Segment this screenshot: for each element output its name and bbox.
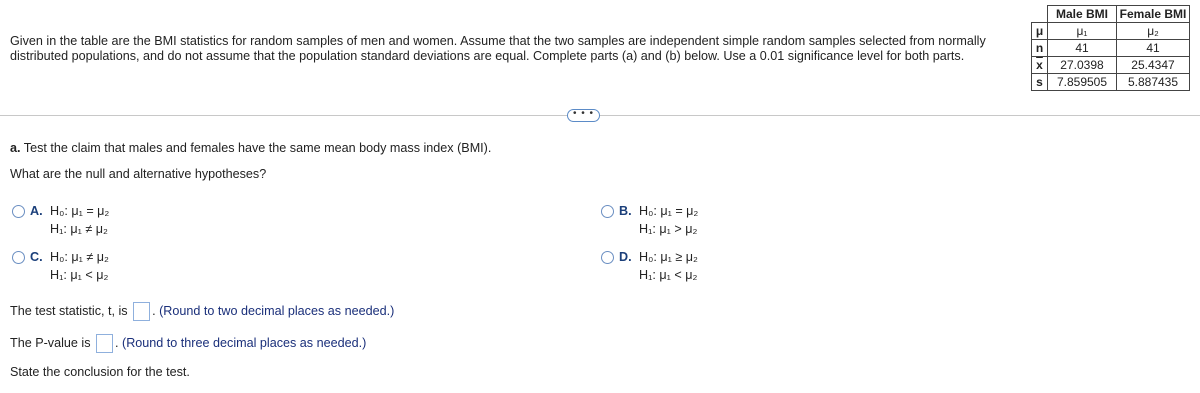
option-letter: D. xyxy=(619,250,632,264)
table-header-cell: Female BMI xyxy=(1117,6,1190,23)
alt-hypothesis: H₁: μ₁ ≠ μ₂ xyxy=(50,222,108,236)
test-statistic-label: The test statistic, t, is xyxy=(10,303,128,318)
bmi-stats-table xyxy=(1031,5,1190,91)
male-cell: 41 xyxy=(1048,40,1117,57)
radio-button[interactable] xyxy=(12,251,25,264)
row-symbol: s xyxy=(1032,74,1048,91)
null-hypothesis: H₀: μ₁ = μ₂ xyxy=(639,204,699,218)
female-cell: 41 xyxy=(1117,40,1190,57)
p-value-line: The P-value is . (Round to three decimal places as needed.) xyxy=(10,334,366,353)
expand-more-button[interactable]: • • • xyxy=(567,109,600,122)
test-statistic-hint: (Round to two decimal places as needed.) xyxy=(159,303,395,318)
row-symbol: μ xyxy=(1032,23,1048,40)
part-a-prompt xyxy=(10,141,491,155)
radio-button[interactable] xyxy=(601,251,614,264)
conclusion-prompt: State the conclusion for the test. xyxy=(10,365,190,379)
p-value-input[interactable] xyxy=(96,334,113,353)
p-value-label: The P-value is xyxy=(10,335,91,350)
option-letter: C. xyxy=(30,250,43,264)
table-row xyxy=(1032,40,1190,57)
hypotheses-question: What are the null and alternative hypotheses? xyxy=(10,167,267,181)
table-row xyxy=(1032,74,1190,91)
null-hypothesis: H₀: μ₁ ≥ μ₂ xyxy=(639,250,698,264)
test-statistic-line: The test statistic, t, is . (Round to two decimal places as needed.) xyxy=(10,302,394,321)
p-value-hint: (Round to three decimal places as needed.) xyxy=(122,335,367,350)
female-cell: 5.887435 xyxy=(1117,74,1190,91)
row-symbol: n xyxy=(1032,40,1048,57)
problem-statement: Given in the table are the BMI statistics for random samples of men and women. Assume that the two samples are independent simple random samples selected from normally distributed populations, and do not assume that the population standard deviations are equal. Complete parts (a) and (b) below. Use a 0.01 significance level for both parts. xyxy=(10,34,986,63)
section-divider xyxy=(0,115,1200,116)
table-header-row xyxy=(1032,6,1190,23)
radio-button[interactable] xyxy=(601,205,614,218)
row-symbol: x xyxy=(1032,57,1048,74)
male-cell: 7.859505 xyxy=(1048,74,1117,91)
option-b[interactable] xyxy=(601,204,901,240)
radio-button[interactable] xyxy=(12,205,25,218)
test-statistic-input[interactable] xyxy=(133,302,150,321)
table-row xyxy=(1032,57,1190,74)
option-letter: A. xyxy=(30,204,43,218)
part-a-text: Test the claim that males and females have the same mean body mass index (BMI). xyxy=(23,141,492,155)
female-cell: 25.4347 xyxy=(1117,57,1190,74)
option-c[interactable] xyxy=(12,250,312,286)
table-header-cell xyxy=(1032,6,1048,23)
option-a[interactable] xyxy=(12,204,312,240)
table-header-cell: Male BMI xyxy=(1048,6,1117,23)
male-cell: μ₁ xyxy=(1048,23,1117,40)
part-a-label: a. xyxy=(10,141,21,155)
option-letter: B. xyxy=(619,204,632,218)
alt-hypothesis: H₁: μ₁ < μ₂ xyxy=(639,268,698,282)
table-row xyxy=(1032,23,1190,40)
option-d[interactable] xyxy=(601,250,901,286)
alt-hypothesis: H₁: μ₁ < μ₂ xyxy=(50,268,109,282)
null-hypothesis: H₀: μ₁ ≠ μ₂ xyxy=(50,250,109,264)
alt-hypothesis: H₁: μ₁ > μ₂ xyxy=(639,222,698,236)
male-cell: 27.0398 xyxy=(1048,57,1117,74)
null-hypothesis: H₀: μ₁ = μ₂ xyxy=(50,204,110,218)
female-cell: μ₂ xyxy=(1117,23,1190,40)
